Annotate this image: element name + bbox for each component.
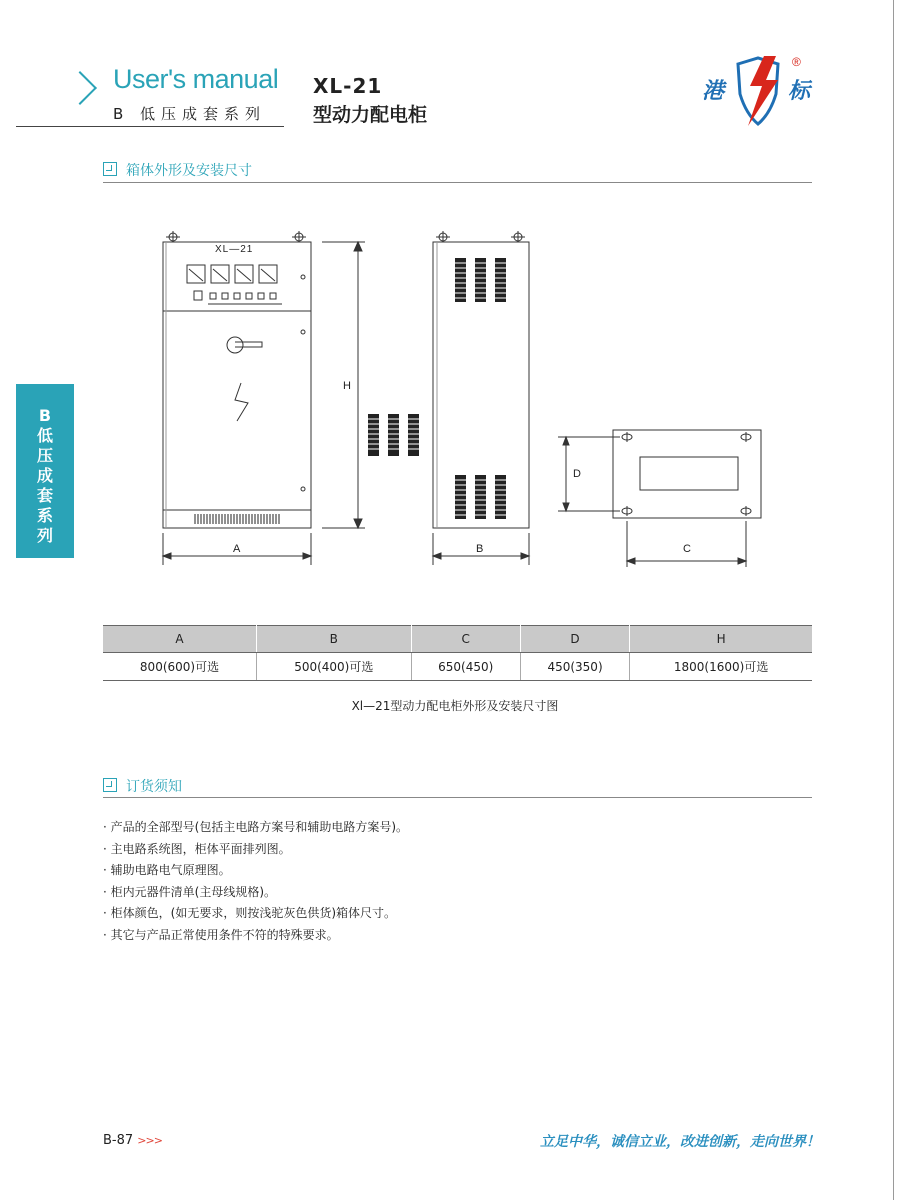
- list-item: · 其它与产品正常使用条件不符的特殊要求。: [103, 925, 408, 947]
- chevrons-right-icon: >>>: [137, 1134, 162, 1147]
- section-heading-dimensions: [103, 160, 252, 180]
- table-row: [103, 653, 812, 681]
- front-view: [163, 231, 365, 565]
- section-title: 订货须知: [126, 779, 182, 795]
- manual-title: User's manual: [113, 64, 279, 94]
- side-tab-char: B: [38, 406, 52, 425]
- side-view: [368, 231, 529, 565]
- side-tab: [16, 384, 74, 558]
- logo-left-char: 港: [702, 78, 725, 103]
- side-tab-char: 列: [36, 526, 53, 545]
- column-header: A: [103, 626, 257, 653]
- page-number-text: B-87: [103, 1133, 134, 1148]
- footer-slogan: 立足中华，诚信立业，改进创新，走向世界！: [540, 1134, 820, 1150]
- table-cell: 450(350): [520, 653, 629, 681]
- chevron-right-icon: [63, 71, 97, 105]
- model-code: XL-21: [313, 74, 383, 98]
- table-cell: 650(450): [411, 653, 520, 681]
- logo-right-char: 标: [788, 78, 811, 103]
- list-item: · 柜内元器件清单(主母线规格)。: [103, 882, 408, 904]
- side-tab-char: 低: [36, 426, 53, 445]
- page-border: [893, 0, 894, 1200]
- table-cell: 500(400)可选: [257, 653, 411, 681]
- side-tab-char: 套: [36, 486, 53, 505]
- section-divider: [103, 797, 812, 798]
- dim-label-c: C: [683, 543, 691, 555]
- dim-label-b: B: [476, 543, 484, 555]
- page-number: [103, 1133, 162, 1148]
- column-header: B: [257, 626, 411, 653]
- list-item: · 产品的全部型号(包括主电路方案号和辅助电路方案号)。: [103, 817, 408, 839]
- table-header-row: [103, 626, 812, 653]
- column-header: D: [520, 626, 629, 653]
- dim-label-a: A: [233, 543, 241, 555]
- panel-label: XL—21: [215, 244, 254, 255]
- dim-label-d: D: [573, 468, 581, 480]
- column-header: H: [630, 626, 812, 653]
- brand-logo: [700, 50, 820, 130]
- dimensions-table: [103, 625, 812, 681]
- section-title: 箱体外形及安装尺寸: [126, 163, 252, 179]
- registered-mark: ®: [792, 55, 801, 69]
- column-header: C: [411, 626, 520, 653]
- side-tab-char: 成: [36, 466, 53, 485]
- side-tab-char: 系: [36, 506, 53, 525]
- list-item: · 辅助电路电气原理图。: [103, 860, 408, 882]
- arrow-box-icon: [103, 162, 117, 176]
- arrow-box-icon: [103, 778, 117, 792]
- model-name: 型动力配电柜: [313, 104, 428, 126]
- dim-label-h: H: [343, 380, 351, 392]
- table-cell: 800(600)可选: [103, 653, 257, 681]
- list-item: · 主电路系统图，柜体平面排列图。: [103, 839, 408, 861]
- figure-caption: Xl—21型动力配电柜外形及安装尺寸图: [351, 699, 559, 713]
- section-heading-ordering: [103, 776, 182, 796]
- side-tab-char: 压: [36, 446, 53, 465]
- series-subtitle: B 低压成套系列: [113, 105, 267, 123]
- header-divider: [16, 126, 284, 127]
- list-item: · 柜体颜色，(如无要求，则按浅驼灰色供货)箱体尺寸。: [103, 903, 408, 925]
- table-cell: 1800(1600)可选: [630, 653, 812, 681]
- cabinet-drawing: [100, 225, 800, 575]
- section-divider: [103, 182, 812, 183]
- base-view: [558, 430, 761, 567]
- ordering-notes: [103, 817, 408, 946]
